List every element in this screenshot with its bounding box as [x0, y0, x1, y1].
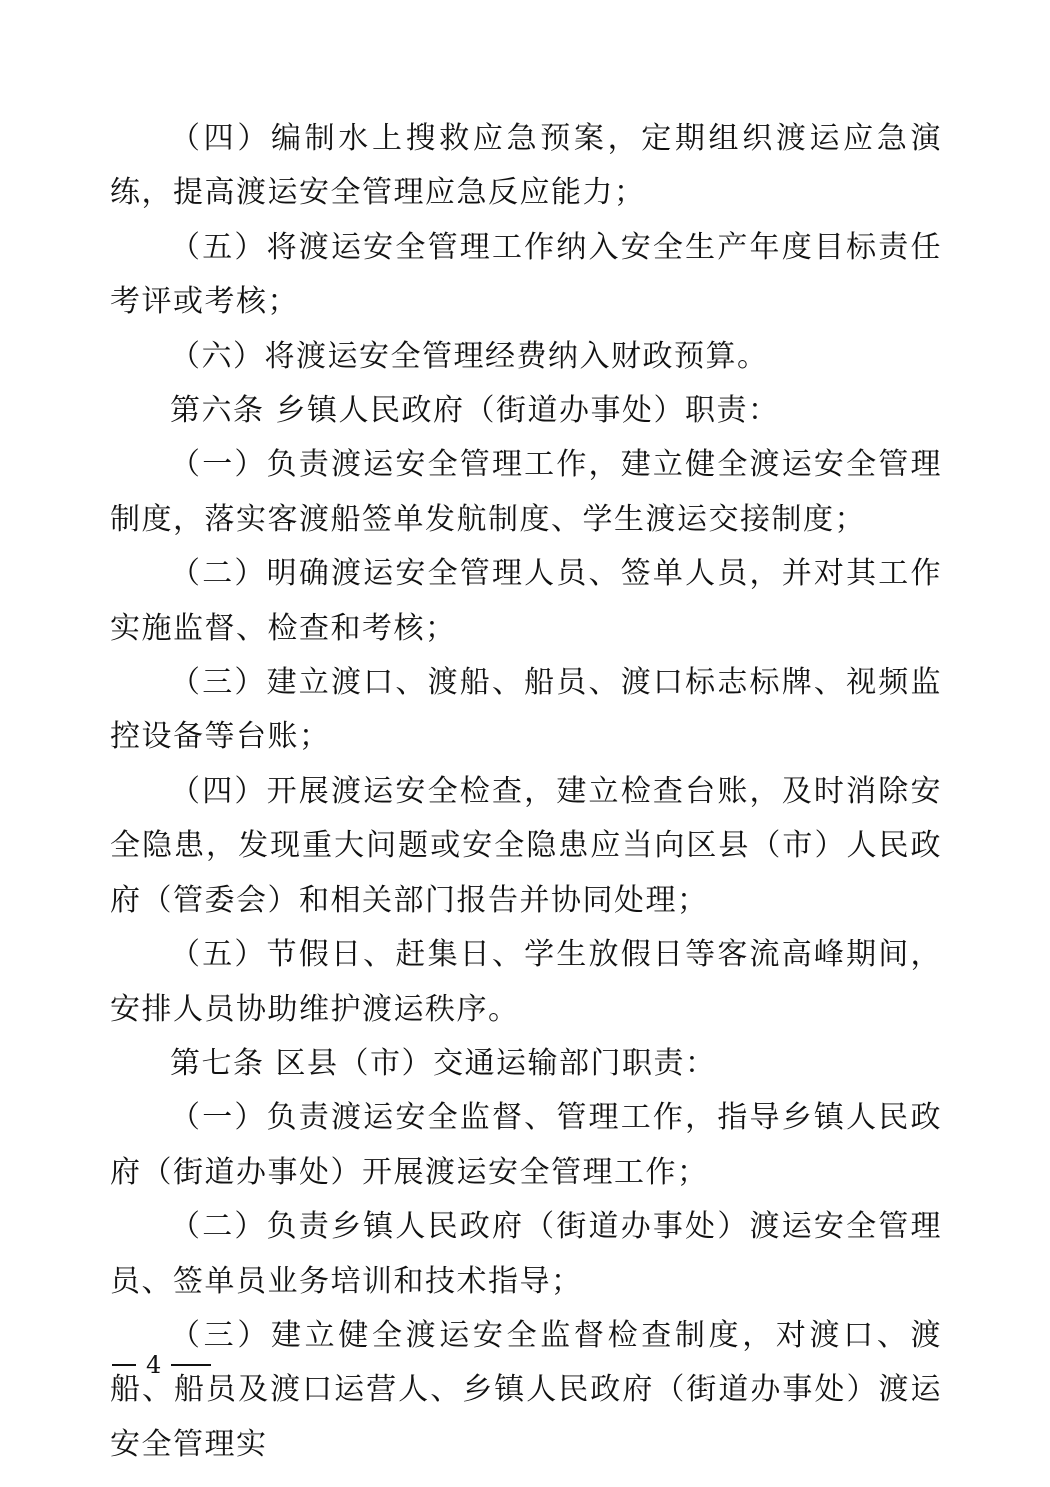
article-6-item-5: （五）节假日、赶集日、学生放假日等客流高峰期间，安排人员协助维护渡运秩序。	[110, 937, 942, 1027]
page-footer	[112, 1350, 211, 1380]
article-6-item-3: （三）建立渡口、渡船、船员、渡口标志标牌、视频监控设备等台账；	[110, 665, 942, 755]
article-6-item-4: （四）开展渡运安全检查，建立检查台账，及时消除安全隐患，发现重大问题或安全隐患应当向区县（市）人民政府（管委会）和相关部门报告并协同处理；	[110, 773, 942, 918]
page-number: 4	[146, 1351, 162, 1379]
article-7-item-1: （一）负责渡运安全监督、管理工作，指导乡镇人民政府（街道办事处）开展渡运安全管理工作；	[110, 1100, 942, 1190]
article-6-heading: 第六条 乡镇人民政府（街道办事处）职责：	[170, 393, 780, 429]
body-text	[110, 112, 942, 1472]
footer-dash-right	[171, 1364, 211, 1366]
paragraph-4-emergency-plan: （四）编制水上搜救应急预案，定期组织渡运应急演练，提高渡运安全管理应急反应能力；	[110, 121, 942, 211]
article-7-item-2: （二）负责乡镇人民政府（街道办事处）渡运安全管理员、签单员业务培训和技术指导；	[110, 1209, 942, 1299]
article-6-item-1: （一）负责渡运安全管理工作，建立健全渡运安全管理制度，落实客渡船签单发航制度、学生渡运交接制度；	[110, 447, 942, 537]
paragraph-6-budget: （六）将渡运安全管理经费纳入财政预算。	[170, 338, 769, 374]
article-7-item-3: （三）建立健全渡运安全监督检查制度，对渡口、渡船、船员及渡口运营人、乡镇人民政府（街道办事处）渡运安全管理实	[110, 1317, 942, 1462]
paragraph-5-assessment: （五）将渡运安全管理工作纳入安全生产年度目标责任考评或考核；	[110, 229, 942, 320]
article-6-item-2: （二）明确渡运安全管理人员、签单人员，并对其工作实施监督、检查和考核；	[110, 556, 942, 646]
footer-dash-left	[112, 1364, 136, 1366]
article-7-heading: 第七条 区县（市）交通运输部门职责：	[170, 1045, 717, 1081]
